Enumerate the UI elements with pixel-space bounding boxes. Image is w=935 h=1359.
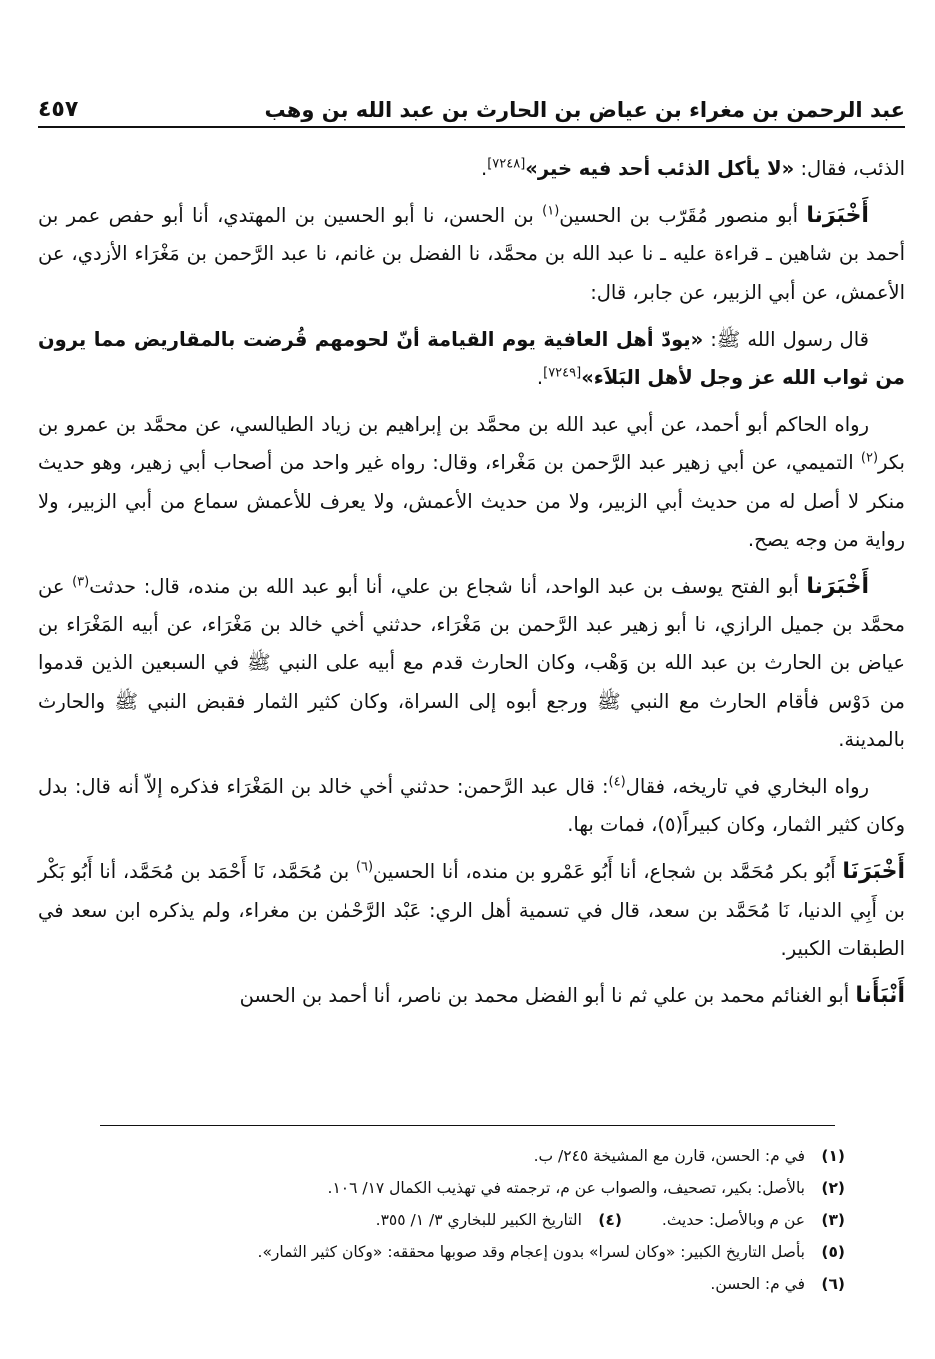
paragraph-text: أبو منصور مُقَرّب بن الحسين [559, 204, 807, 228]
footnote [90, 1172, 845, 1204]
paragraph-text: أبو الغنائم محمد بن علي ثم نا أبو الفضل محمد بن ناصر، أنا أحمد بن الحسن [239, 984, 856, 1008]
paragraph-text: رواه الحاكم أبو أحمد، عن أبي عبد الله بن محمَّد بن إبراهيم بن زياد الطيالسي، عن محمَّد بن عمرو بن بكر [38, 413, 905, 475]
footnote-text: في م: الحسن، قارن مع المشيخة ٢٤٥/ ب. [533, 1147, 805, 1165]
paragraph-tail: بن الحسن، نا أبو الحسين بن المهتدي، أنا أبو حفص عمر بن أحمد بن شاهين ـ قراءة عليه ـ نا عبد الله بن محمَّد، نا الفضل بن غانم، نا عبد الرَّحمن بن مَغْرَاء الأزدي، عن الأعمش، عن أبي الزبير، عن جابر، قال: [38, 204, 905, 304]
chain-lead-word: أَخْبَرَنا [806, 203, 869, 229]
footnote [90, 1268, 845, 1300]
paragraph-tail: . [536, 366, 544, 390]
footnote-number: (٢) [821, 1179, 845, 1197]
hadith-number: [٧٢٤٨] [487, 156, 526, 172]
footnote-number: (٦) [821, 1275, 845, 1293]
paragraph-tail: التميمي، عن أبي زهير عبد الرَّحمن بن مَغْراء، وقال: رواه غير واحد من أصحاب أبي زهير، وهو حديث منكر لا أصل له من حديث أبي الزبير، ولا من حديث الأعمش، ولا يعرف للأعمش سماع من أبي الزبير، ولا رواية من وجه يصح. [38, 451, 905, 551]
footnote-ref: (٣) [72, 574, 90, 590]
footnote-ref: (٦) [355, 859, 374, 875]
chain-lead-word: أَخْبَرَنَا [842, 859, 906, 885]
paragraph [38, 321, 905, 397]
footnote-text: عن م وبالأصل: حديث. [661, 1211, 805, 1229]
footnote-text: التاريخ الكبير للبخاري ٣/ ١/ ٣٥٥. [375, 1211, 582, 1229]
chain-lead-word: أَخْبَرَنا [806, 574, 869, 600]
footnote-number: (١) [821, 1147, 845, 1165]
hadith-number: [٧٢٤٩] [543, 365, 582, 381]
footnote-number: (٤) [598, 1211, 622, 1229]
paragraph-text: أبو الفتح يوسف بن عبد الواحد، أنا شجاع بن علي، أنا أبو عبد الله بن منده، قال: حدثت [89, 575, 807, 599]
footnote [90, 1236, 845, 1268]
main-text [38, 150, 905, 1024]
paragraph [38, 853, 905, 968]
footnote-text: بالأصل: بكير، تصحيف، والصواب عن م، ترجمته في تهذيب الكمال ١٧/ ١٠٦. [327, 1179, 805, 1197]
footnote-text: في م: الحسن. [710, 1275, 805, 1293]
footnote-number: (٥) [821, 1243, 845, 1261]
footnote-ref: (٤) [608, 774, 626, 790]
footnotes [90, 1140, 845, 1300]
paragraph-text: رواه البخاري في تاريخه، فقال [625, 775, 869, 799]
paragraph [38, 977, 905, 1015]
paragraph-text: قال رسول الله ﷺ: [703, 327, 869, 351]
paragraph [38, 406, 905, 559]
footnote-ref: (٢) [860, 450, 879, 466]
page-number: ٤٥٧ [38, 97, 79, 122]
hadith-text: «يودّ أهل العافية يوم القيامة أنّ لحومهم قُرضت بالمقاريض مما يرون من ثواب الله عز وجل لأهل البَلاَء» [38, 327, 905, 390]
paragraph [38, 150, 905, 188]
footnote [90, 1204, 845, 1236]
chain-lead-word: أَنْبَأَنا [855, 983, 905, 1009]
paragraph-tail: . [480, 157, 488, 180]
footnote-number: (٣) [821, 1211, 845, 1229]
paragraph-tail: : قال عبد الرَّحمن: حدثني أخي خالد بن المَغْرَاء فذكره إلاّ أنه قال: بدل وكان كثير الثمار، وكان كبيراً(٥)، فمات بها. [38, 775, 905, 837]
paragraph [38, 768, 905, 844]
footnote-text: بأصل التاريخ الكبير: «وكان لسرا» بدون إعجام وقد صوبها محققه: «وكان كثير الثمار». [257, 1243, 805, 1261]
footnote-ref: (١) [542, 203, 560, 219]
paragraph-tail: بن مُحَمَّد، نَا أَحْمَد بن مُحَمَّد، أنا أَبُو بَكْر بن أَبِي الدنيا، نَا مُحَمَّد بن سعد، قال في تسمية أهل الري: عَبْد الرَّحْمٰن بن مغراء، ولم يذكره ابن سعد في الطبقات الكبير. [38, 860, 905, 960]
paragraph [38, 197, 905, 312]
footnote [90, 1140, 845, 1172]
paragraph-text: أَبُو بكر مُحَمَّد بن شجاع، أنا أَبُو عَمْرو بن منده، أنا الحسين [373, 860, 843, 884]
paragraph-text: الذئب، فقال: [794, 157, 905, 180]
hadith-text: «لا يأكل الذئب أحد فيه خير» [525, 157, 795, 180]
running-header [38, 82, 905, 128]
paragraph-tail: عن محمَّد بن جميل الرازي، نا أبو زهير عبد الرَّحمن بن مَغْرَاء، حدثني أخي خالد بن مَغْرَاء، عن أبيه المَغْرَاء بن عياض بن الحارث بن عبد الله بن وَهْب، وكان الحارث قدم مع أبيه على النبي ﷺ في السبعين الذين قدموا من دَوْس فأقام الحارث مع النبي ﷺ ورجع أبوه إلى السراة، وكان كثير الثمار فقبض النبي ﷺ والحارث بالمدينة. [38, 575, 905, 751]
paragraph [38, 568, 905, 759]
footnote-gap [622, 1204, 662, 1236]
header-title: عبد الرحمن بن مغراء بن عياض بن الحارث بن عبد الله بن وهب [264, 98, 905, 122]
footnote-divider [100, 1125, 835, 1126]
